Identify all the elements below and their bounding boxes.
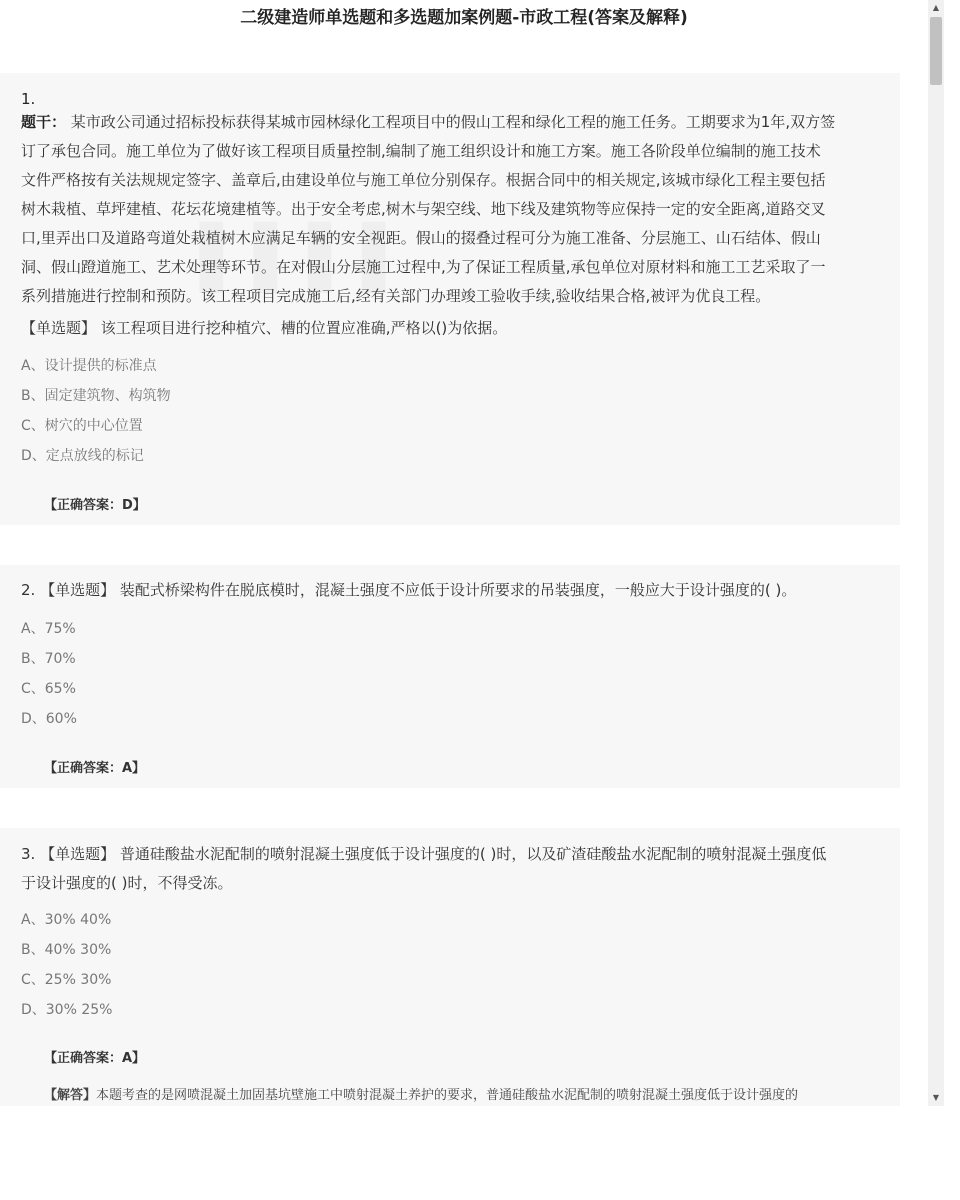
question-text [21,314,891,343]
option-d[interactable]: D、30% 25% [21,1002,113,1018]
option-c[interactable]: C、25% 30% [21,972,112,988]
option-b[interactable]: B、固定建筑物、构筑物 [21,388,171,404]
option-b[interactable]: B、70% [21,651,76,667]
stem-line: 树木栽植、草坪建植、花坛花境建植等。出于安全考虑,树木与架空线、地下线及建筑物等应保持一定的安全距离,道路交叉 [21,200,826,218]
explanation-text: 本题考查的是网喷混凝土加固基坑壁施工中喷射混凝土养护的要求，普通硅酸盐水泥配制的喷射混凝土强度低于设计强度的 [96,1088,799,1103]
scroll-down-arrow-icon[interactable]: ▼ [932,1093,940,1102]
correct-answer: 【正确答案：A】 [44,761,146,776]
question-type-tag: 【单选题】 [40,845,116,863]
option-a[interactable]: A、设计提供的标准点 [21,358,157,374]
option-c[interactable]: C、65% [21,681,76,697]
question-stem [21,108,891,311]
stem-line: 文件严格按有关法规规定签字、盖章后,由建设单位与施工单位分别保存。根据合同中的相关规定,该城市绿化工程主要包括 [21,171,826,189]
option-a[interactable]: A、75% [21,621,76,637]
scroll-up-arrow-icon[interactable]: ▲ [932,3,940,12]
question-number: 1. [21,90,36,108]
question-body-line: 普通硅酸盐水泥配制的喷射混凝土强度低于设计强度的( )时，以及矿渣硅酸盐水泥配制的喷射混凝土强度低 [119,845,827,863]
stem-label: 题干： [21,113,67,131]
option-a[interactable]: A、30% 40% [21,912,112,928]
stem-line: 订了承包合同。施工单位为了做好该工程项目质量控制,编制了施工组织设计和施工方案。施工各阶段单位编制的施工技术 [21,142,821,160]
question-card-2 [0,565,900,788]
vertical-scrollbar[interactable] [928,0,944,1106]
stem-line: 口,里弄出口及道路弯道处栽植树木应满足车辆的安全视距。假山的掇叠过程可分为施工准备、分层施工、山石结体、假山 [21,229,821,247]
question-body: 该工程项目进行挖种植穴、槽的位置应准确,严格以()为依据。 [100,319,508,337]
question-number: 2. [21,581,36,599]
question-card-1 [0,73,900,525]
explanation [44,1084,884,1103]
watermark: ▌▌▌▌ [200,223,417,293]
page-title: 二级建造师单选题和多选题加案例题-市政工程(答案及解释) [240,8,688,28]
option-c[interactable]: C、树穴的中心位置 [21,418,143,434]
question-body-line: 于设计强度的( )时，不得受冻。 [21,874,233,892]
question-text [21,576,891,605]
option-d[interactable]: D、60% [21,711,77,727]
correct-answer: 【正确答案：A】 [44,1051,146,1066]
question-number: 3. [21,845,36,863]
question-card-3 [0,828,900,1106]
question-text [21,840,891,898]
explanation-label: 【解答】 [44,1088,97,1103]
stem-line: 洞、假山蹬道施工、艺术处理等环节。在对假山分层施工过程中,为了保证工程质量,承包单位对原材料和施工工艺采取了一 [21,258,826,276]
stem-line: 系列措施进行控制和预防。该工程项目完成施工后,经有关部门办理竣工验收手续,验收结果合格,被评为优良工程。 [21,287,771,305]
option-b[interactable]: B、40% 30% [21,942,112,958]
correct-answer: 【正确答案：D】 [44,498,146,513]
option-d[interactable]: D、定点放线的标记 [21,448,144,464]
question-type-tag: 【单选题】 [40,581,116,599]
stem-line: 某市政公司通过招标投标获得某城市园林绿化工程项目中的假山工程和绿化工程的施工任务。工期要求为1年,双方签 [70,113,836,131]
question-type-tag: 【单选题】 [21,319,97,337]
question-body: 装配式桥梁构件在脱底模时，混凝土强度不应低于设计所要求的吊装强度，一般应大于设计强度的( )。 [119,581,797,599]
scroll-thumb[interactable] [930,17,942,85]
